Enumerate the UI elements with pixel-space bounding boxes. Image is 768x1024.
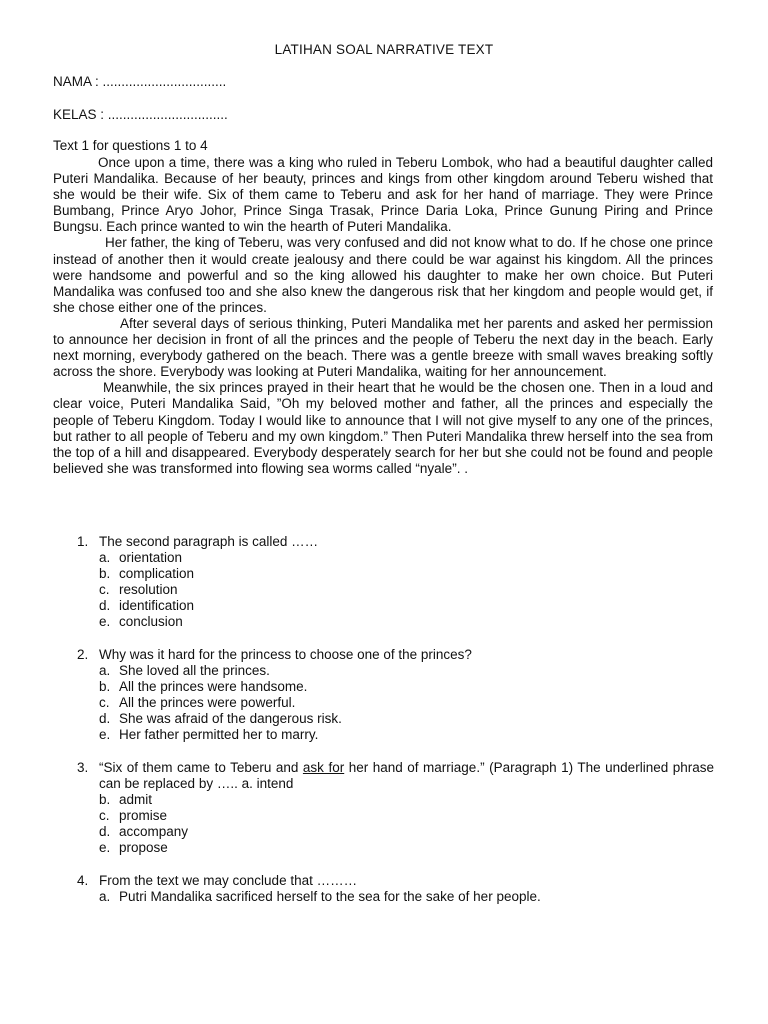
option-letter: a. xyxy=(99,889,111,904)
question-text-after: her hand of marriage.” (Paragraph 1) The underlined phrase can be replaced by ….. a. intend xyxy=(99,760,714,791)
option-text: accompany xyxy=(119,824,189,839)
option-text: promise xyxy=(119,808,168,823)
text-heading: Text 1 for questions 1 to 4 xyxy=(53,138,208,153)
narrative-passage xyxy=(53,155,713,477)
option-letter: e. xyxy=(99,840,111,855)
option-text: complication xyxy=(119,566,195,581)
question-number: 2. xyxy=(77,647,89,662)
question-text: Why was it hard for the princess to choose one of the princes? xyxy=(99,647,472,662)
question-number: 4. xyxy=(77,873,89,888)
option-letter: c. xyxy=(99,695,110,710)
option-text: She loved all the princes. xyxy=(119,663,270,678)
option-text: propose xyxy=(119,840,168,855)
option-letter: d. xyxy=(99,598,111,613)
question-text-before: “Six of them came to Teberu and xyxy=(99,760,303,775)
option-letter: c. xyxy=(99,808,110,823)
question-text: From the text we may conclude that ……… xyxy=(99,873,358,888)
option-text: All the princes were powerful. xyxy=(119,695,296,710)
class-field: KELAS : ................................ xyxy=(53,107,228,122)
option-a xyxy=(99,889,714,905)
question-text: The second paragraph is called …… xyxy=(99,534,319,549)
option-b xyxy=(99,679,714,695)
option-a xyxy=(99,663,714,679)
answer-options xyxy=(77,889,714,905)
option-letter: b. xyxy=(99,679,111,694)
paragraph-3: After several days of serious thinking, Puteri Mandalika met her parents and asked her permission to announce her decision in front of all the princes and the people of Teberu the next day in the beach. Early next morning, everybody gathered on the beach. There was a gentle breeze with small waves breaking softly across the shore. Everybody was looking at Puteri Mandalika, waiting for her announcement. xyxy=(53,315,713,380)
option-letter: d. xyxy=(99,711,111,726)
question-text xyxy=(99,760,714,792)
option-letter: e. xyxy=(99,727,111,742)
question-1 xyxy=(77,534,714,630)
answer-options xyxy=(77,663,714,743)
question-number: 3. xyxy=(77,760,89,775)
paragraph-1: Once upon a time, there was a king who ruled in Teberu Lombok, who had a beautiful daughter called Puteri Mandalika. Because of her beauty, princes and kings from other kingdom around Teberu wished that she would be their wife. Six of them came to Teberu and ask for her hand of marriage. They were Prince Bumbang, Prince Aryo Johor, Prince Singa Trasak, Prince Daria Loka, Prince Gunung Piring and Prince Bungsu. Each prince wanted to win the hearth of Puteri Mandalika. xyxy=(53,155,713,235)
option-letter: a. xyxy=(99,663,111,678)
question-number: 1. xyxy=(77,534,89,549)
option-letter: c. xyxy=(99,582,110,597)
option-text: conclusion xyxy=(119,614,183,629)
option-c xyxy=(99,808,714,824)
question-2 xyxy=(77,647,714,743)
option-e xyxy=(99,614,714,630)
option-e xyxy=(99,840,714,856)
page-title: LATIHAN SOAL NARRATIVE TEXT xyxy=(274,42,494,57)
option-b xyxy=(99,566,714,582)
answer-options xyxy=(77,550,714,630)
option-text: All the princes were handsome. xyxy=(119,679,308,694)
name-field: NAMA : ................................. xyxy=(53,74,227,89)
answer-options xyxy=(77,792,714,856)
option-letter: d. xyxy=(99,824,111,839)
option-d xyxy=(99,824,714,840)
option-letter: e. xyxy=(99,614,111,629)
question-3 xyxy=(77,760,714,856)
paragraph-2: Her father, the king of Teberu, was very confused and did not know what to do. If he chose one prince instead of another then it would create jealousy and there could be war against his kingdom. All the princes were handsome and powerful and so the king allowed his daughter to make her own choice. But Puteri Mandalika was confused too and she also knew the dangerous risk that her kingdom and people would get, if she chose either one of the princes. xyxy=(53,235,713,315)
option-letter: b. xyxy=(99,792,111,807)
option-text: identification xyxy=(119,598,195,613)
option-text: resolution xyxy=(119,582,178,597)
option-d xyxy=(99,598,714,614)
option-letter: a. xyxy=(99,550,111,565)
paragraph-4: Meanwhile, the six princes prayed in their heart that he would be the chosen one. Then in a loud and clear voice, Puteri Mandalika Said, ”Oh my beloved mother and father, all the princes and especially the people of Teberu Kingdom. Today I would like to announce that I will not give myself to any one of the princes, but rather to all people of Teberu and my own kingdom.” Then Puteri Mandalika threw herself into the sea from the top of a hill and disappeared. Everybody desperately search for her but she could not be found and people believed she was transformed into flowing sea worms called “nyale”. . xyxy=(53,380,713,476)
option-text: Her father permitted her to marry. xyxy=(119,727,319,742)
option-a xyxy=(99,550,714,566)
option-b xyxy=(99,792,714,808)
option-d xyxy=(99,711,714,727)
option-letter: b. xyxy=(99,566,111,581)
option-text: She was afraid of the dangerous risk. xyxy=(119,711,342,726)
option-text: orientation xyxy=(119,550,183,565)
underlined-phrase: ask for xyxy=(302,760,345,775)
option-c xyxy=(99,582,714,598)
question-4 xyxy=(77,873,714,905)
option-text: Putri Mandalika sacrificed herself to the sea for the sake of her people. xyxy=(119,889,541,904)
option-c xyxy=(99,695,714,711)
option-e xyxy=(99,727,714,743)
option-text: admit xyxy=(119,792,153,807)
